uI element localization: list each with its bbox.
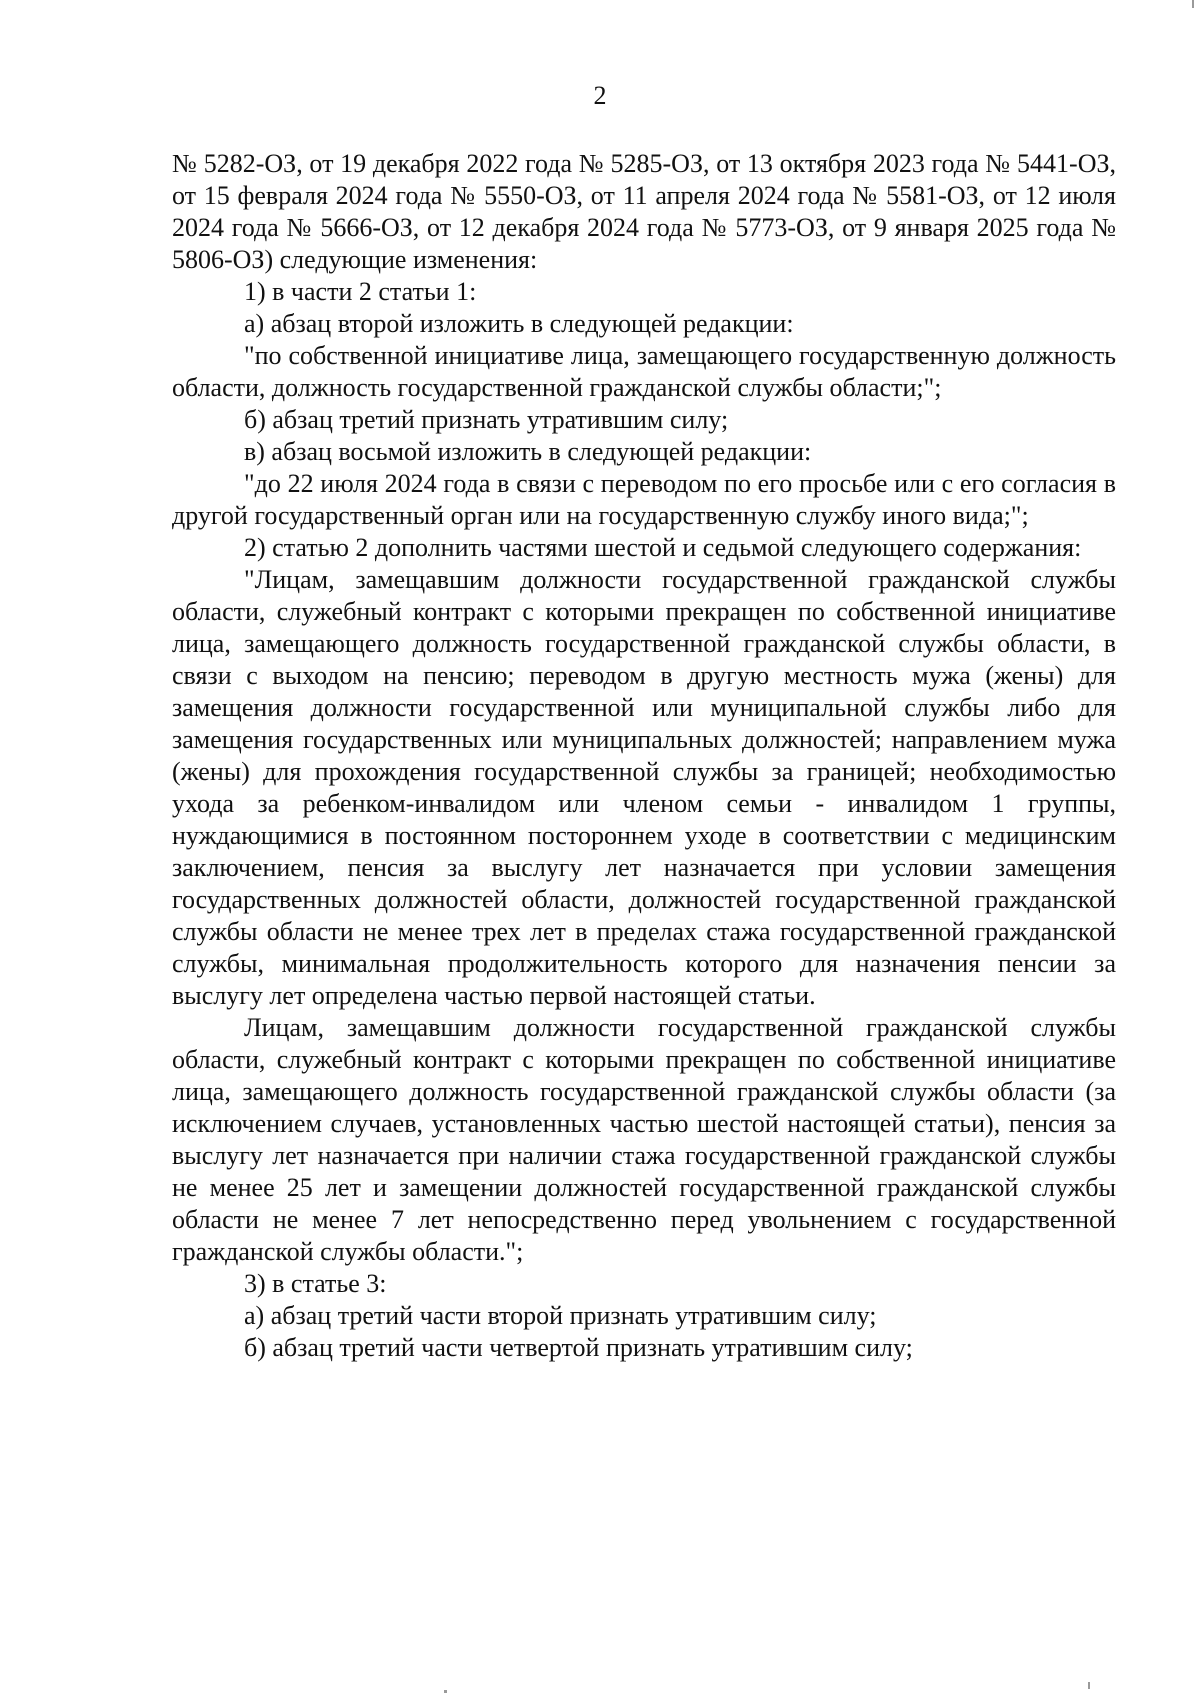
paragraph: 1) в части 2 статьи 1:: [244, 277, 477, 306]
paragraph: 3) в статье 3:: [244, 1269, 387, 1298]
paragraph: б) абзац третий признать утратившим силу;: [244, 405, 729, 434]
scan-mark: [444, 1690, 447, 1693]
paragraph: а) абзац второй изложить в следующей редакции:: [244, 309, 794, 338]
paragraph: б) абзац третий части четвертой признать утратившим силу;: [244, 1333, 913, 1362]
document-body: [172, 148, 1116, 1364]
paragraph: № 5282-ОЗ, от 19 декабря 2022 года № 5285-ОЗ, от 13 октября 2023 года № 5441-ОЗ, от 15 февраля 2024 года № 5550-ОЗ, от 11 апреля 2024 года № 5581-ОЗ, от 12 июля 2024 года № 5666-ОЗ, от 12 декабря 2024 года № 5773-ОЗ, от 9 января 2025 года № 5806-ОЗ) следующие изменения:: [172, 149, 1116, 274]
paragraph: "до 22 июля 2024 года в связи с переводом по его просьбе или с его согласия в другой государственный орган или на государственную службу иного вида;";: [172, 469, 1116, 530]
paragraph: а) абзац третий части второй признать утратившим силу;: [244, 1301, 877, 1330]
paragraph: 2) статью 2 дополнить частями шестой и седьмой следующего содержания:: [244, 533, 1082, 562]
paragraph: "Лицам, замещавшим должности государственной гражданской службы области, служебный контракт с которыми прекращен по собственной инициативе лица, замещающего должность государственной гражданской службы области, в связи с выходом на пенсию; переводом в другую местность мужа (жены) для замещения должности государственной или муниципальной службы либо для замещения государственных или муниципальных должностей; направлением мужа (жены) для прохождения государственной службы за границей; необходимостью ухода за ребенком-инвалидом или членом семьи - инвалидом 1 группы, нуждающимися в постоянном постороннем уходе в соответствии с медицинским заключением, пенсия за выслугу лет назначается при условии замещения государственных должностей области, должностей государственной гражданской службы области не менее трех лет в пределах стажа государственной гражданской службы, минимальная продолжительность которого для назначения пенсии за выслугу лет определена частью первой настоящей статьи.: [172, 565, 1116, 1010]
paragraph: "по собственной инициативе лица, замещающего государственную должность области, должность государственной гражданской службы области;";: [172, 341, 1116, 402]
page-number: 2: [593, 81, 607, 110]
scan-mark: [1192, 0, 1194, 8]
paragraph: в) абзац восьмой изложить в следующей редакции:: [244, 437, 812, 466]
scan-mark: [1088, 1682, 1090, 1689]
paragraph: Лицам, замещавшим должности государственной гражданской службы области, служебный контракт с которыми прекращен по собственной инициативе лица, замещающего должность государственной гражданской службы области (за исключением случаев, установленных частью шестой настоящей статьи), пенсия за выслугу лет назначается при наличии стажа государственной гражданской службы не менее 25 лет и замещении должностей государственной гражданской службы области не менее 7 лет непосредственно перед увольнением с государственной гражданской службы области.";: [172, 1013, 1116, 1266]
